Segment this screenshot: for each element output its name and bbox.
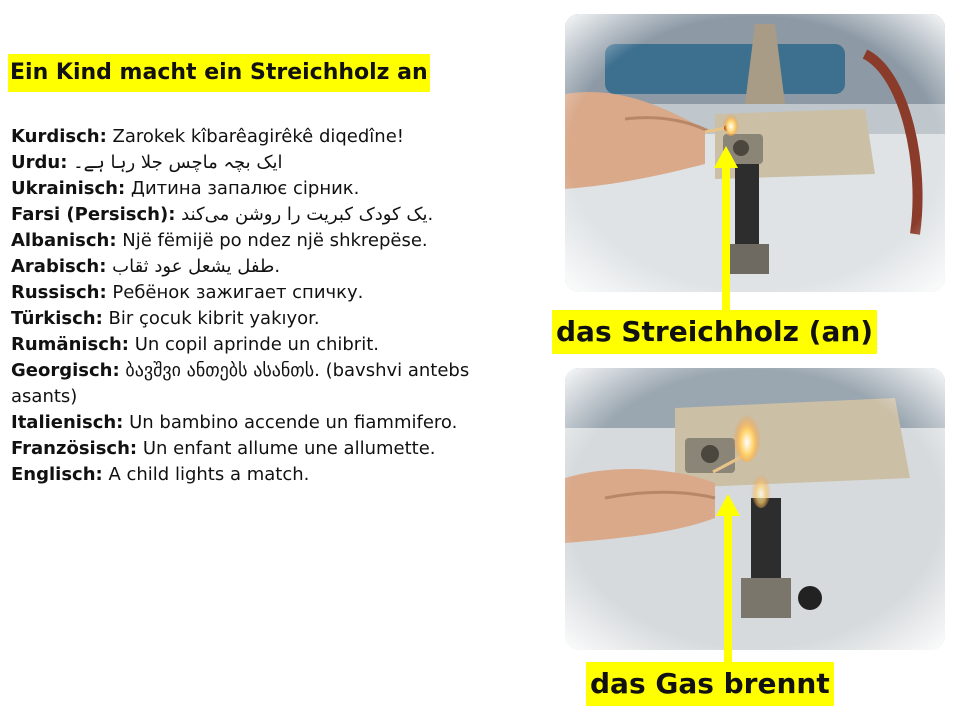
language-label: Italienisch: bbox=[11, 412, 124, 433]
language-label: Georgisch: bbox=[11, 360, 120, 381]
translation-french bbox=[11, 436, 531, 462]
translation-text: ბავშვი ანთებს ასანთს. (bavshvi antebs asants) bbox=[11, 360, 470, 407]
language-label: Farsi (Persisch): bbox=[11, 204, 176, 225]
photo-gas-burning bbox=[565, 368, 945, 650]
translation-romanian bbox=[11, 332, 531, 358]
language-label: Albanisch: bbox=[11, 230, 117, 251]
page-title: Ein Kind macht ein Streichholz an bbox=[8, 54, 430, 92]
translation-arabic bbox=[11, 254, 531, 280]
translation-urdu bbox=[11, 150, 531, 176]
translation-georgian bbox=[11, 358, 531, 410]
language-label: Rumänisch: bbox=[11, 334, 129, 355]
label-match-lit: das Streichholz (an) bbox=[552, 310, 877, 354]
language-label: Arabisch: bbox=[11, 256, 107, 277]
translation-ukrainian bbox=[11, 176, 531, 202]
translation-text: Një fëmijë po ndez një shkrepëse. bbox=[116, 230, 428, 251]
translation-text: Un copil aprinde un chibrit. bbox=[128, 334, 379, 355]
gas-photo-illustration bbox=[565, 368, 945, 650]
match-photo-illustration bbox=[565, 14, 945, 292]
translation-turkish bbox=[11, 306, 531, 332]
translation-kurdish bbox=[11, 124, 531, 150]
translation-italian bbox=[11, 410, 531, 436]
language-label: Kurdisch: bbox=[11, 126, 107, 147]
label-gas-burning: das Gas brennt bbox=[586, 662, 834, 706]
translation-text: یک کودک کبریت را روشن می‌کند. bbox=[175, 204, 434, 225]
translation-russian bbox=[11, 280, 531, 306]
translation-text: Un enfant allume une allumette. bbox=[137, 438, 436, 459]
language-label: Englisch: bbox=[11, 464, 103, 485]
translation-farsi bbox=[11, 202, 531, 228]
arrow-up-icon bbox=[716, 494, 740, 662]
translation-text: Zarokek kîbarêagirêkê diqedîne! bbox=[106, 126, 405, 147]
translation-text: A child lights a match. bbox=[102, 464, 310, 485]
translation-text: Bir çocuk kibrit yakıyor. bbox=[102, 308, 320, 329]
photo-match-lit bbox=[565, 14, 945, 292]
language-label: Türkisch: bbox=[11, 308, 103, 329]
translation-text: Un bambino accende un fiammifero. bbox=[123, 412, 458, 433]
translation-text: Дитина запалює сірник. bbox=[125, 178, 360, 199]
translation-text: ایک بچہ ماچس جلا رہا ہے۔ bbox=[67, 152, 283, 173]
language-label: Ukrainisch: bbox=[11, 178, 126, 199]
translation-text: طفل يشعل عود ثقاب. bbox=[106, 256, 281, 277]
translation-english bbox=[11, 462, 531, 488]
translation-list bbox=[11, 124, 531, 488]
translation-albanian bbox=[11, 228, 531, 254]
language-label: Urdu: bbox=[11, 152, 68, 173]
language-label: Französisch: bbox=[11, 438, 138, 459]
language-label: Russisch: bbox=[11, 282, 107, 303]
arrow-up-icon bbox=[714, 146, 738, 318]
translation-text: Ребёнок зажигает спичку. bbox=[106, 282, 364, 303]
